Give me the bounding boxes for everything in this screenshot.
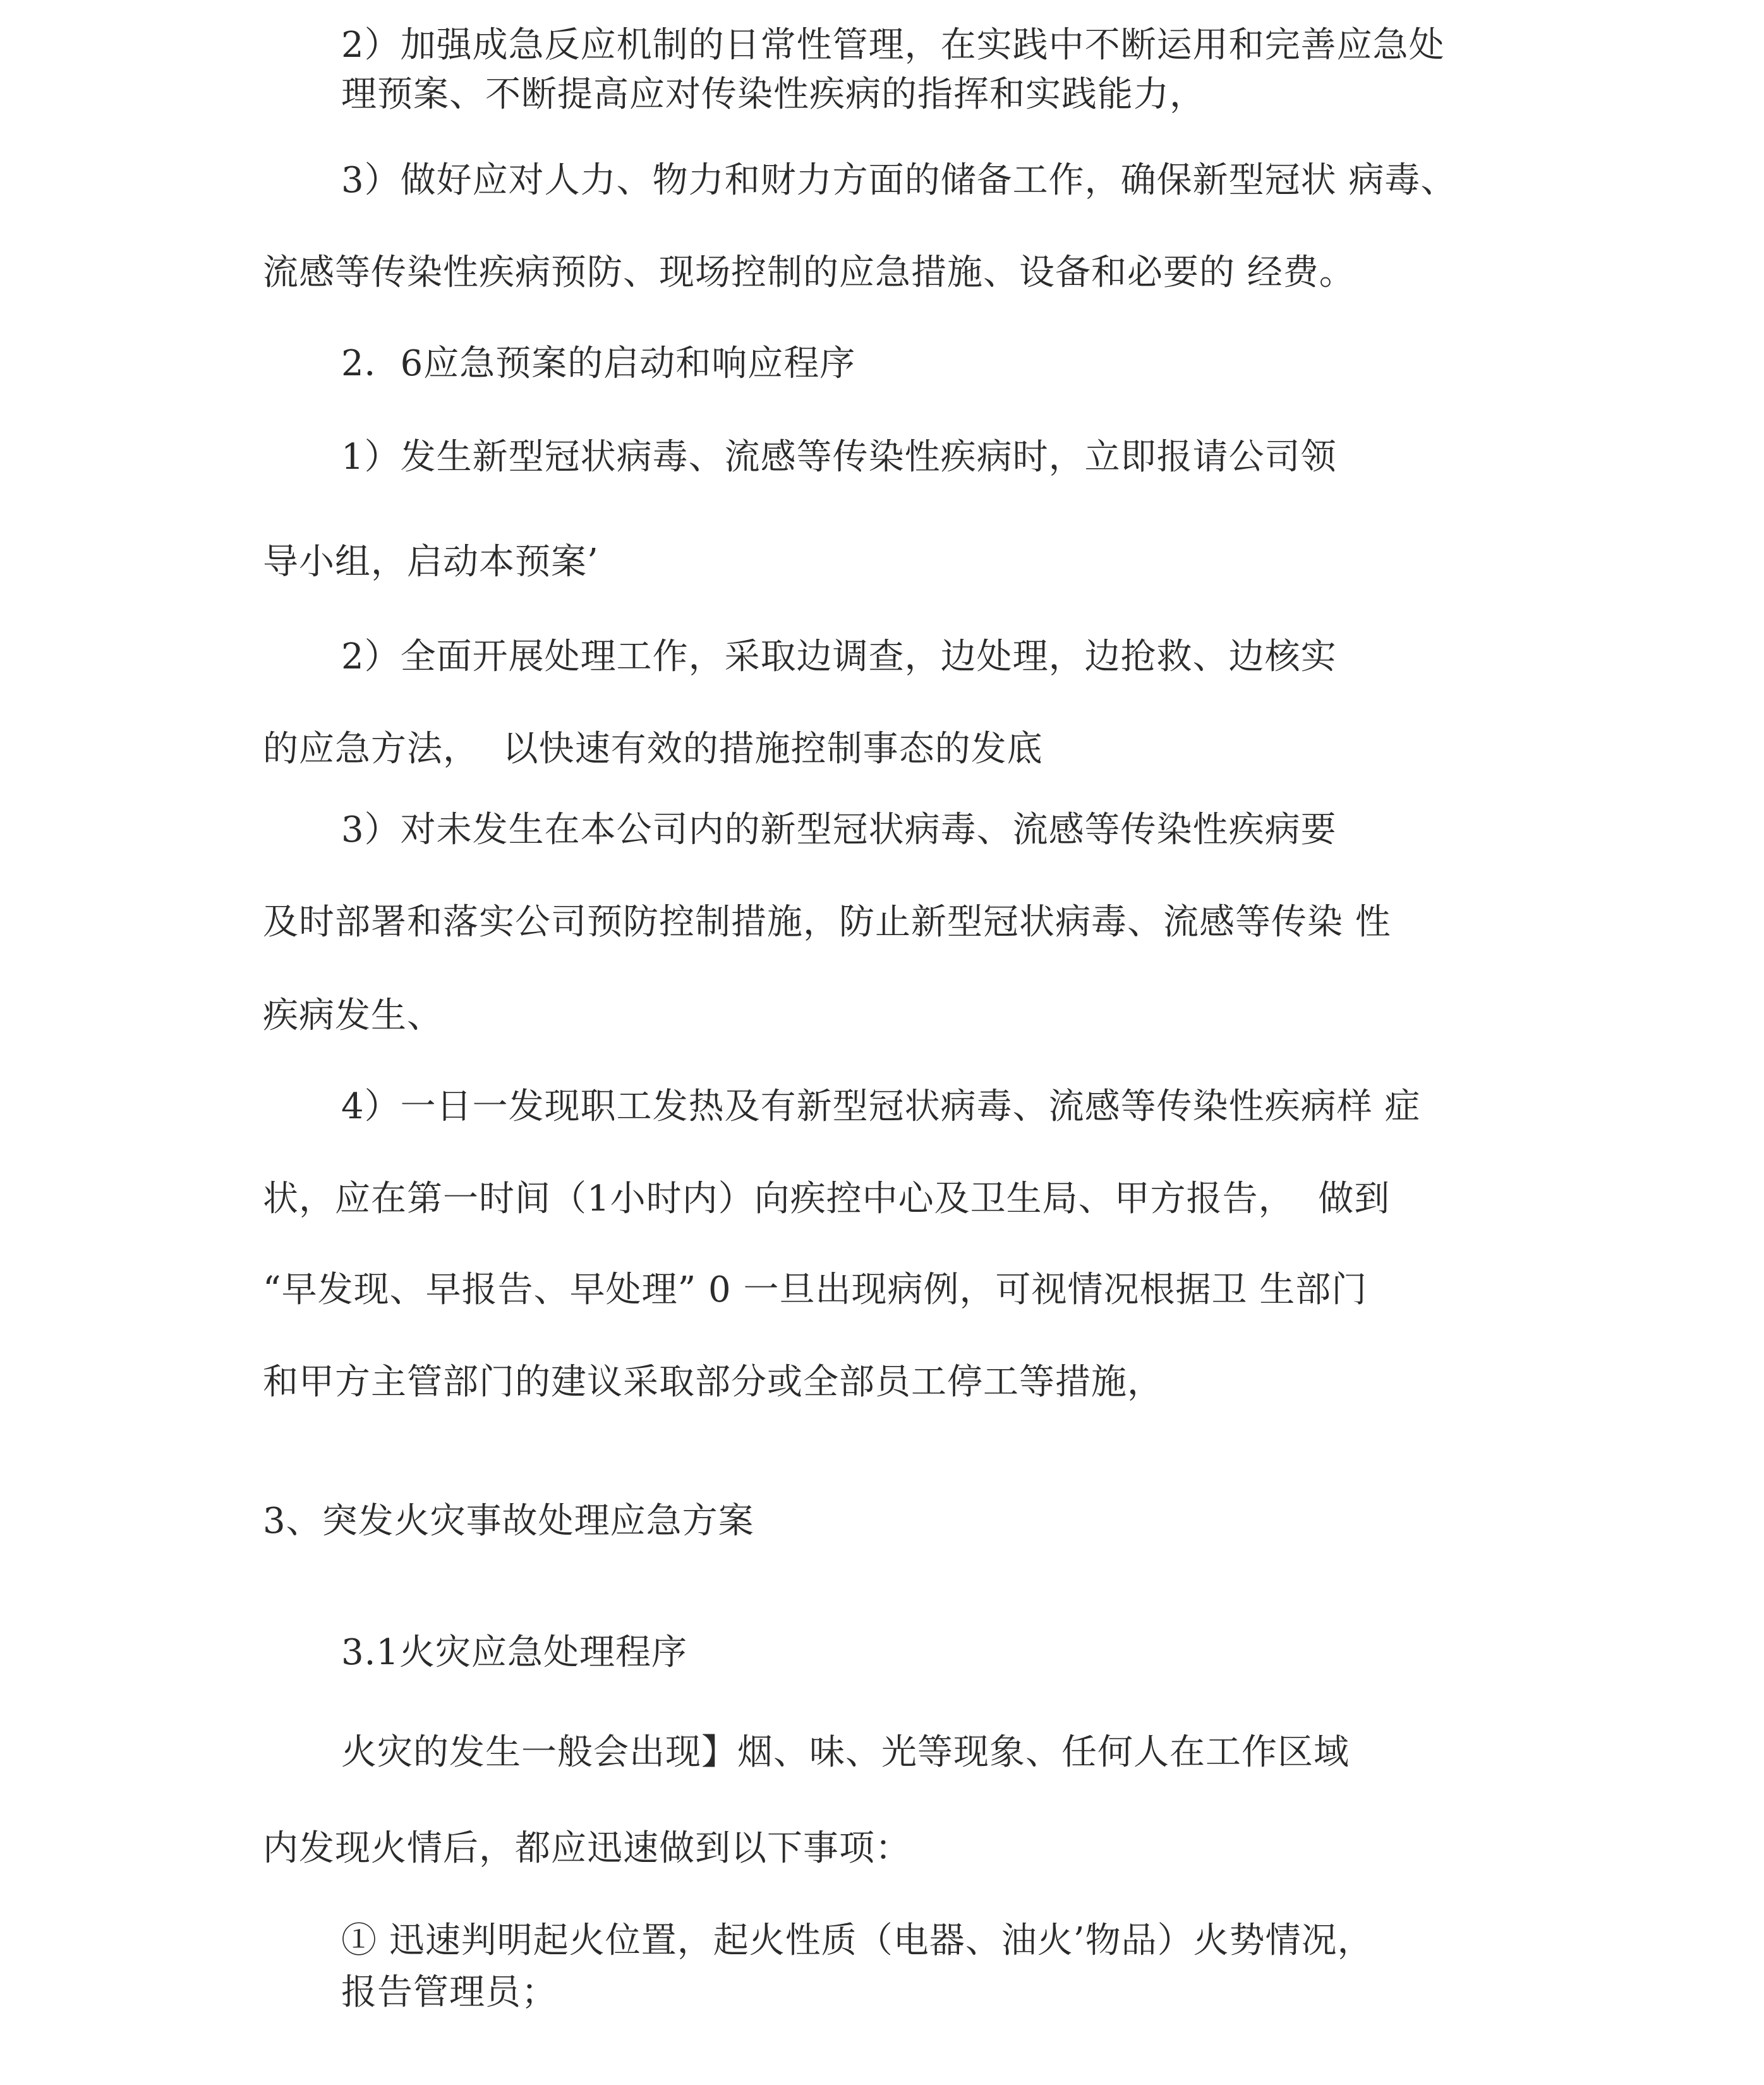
section-heading: 2．6应急预案的启动和响应程序	[341, 343, 856, 384]
subsection-heading: 3.1火灾应急处理程序	[341, 1632, 688, 1673]
paragraph-line: 内发现火情后，都应迅速做到以下事项：	[263, 1828, 911, 1869]
paragraph-line: 导小组，启动本预案’	[263, 541, 599, 583]
paragraph-line: 2）全面开展处理工作，采取边调查，边处理，边抢救、边核实	[341, 636, 1337, 677]
paragraph-line: 及时部署和落实公司预防控制措施，防止新型冠状病毒、流感等传染 性	[263, 902, 1391, 943]
list-item: ① 迅速判明起火位置，起火性质（电器、油火’物品）火势情况，	[341, 1920, 1374, 1961]
section-heading: 3、突发火灾事故处理应急方案	[263, 1501, 754, 1542]
paragraph-line: 4）一日一发现职工发热及有新型冠状病毒、流感等传染性疾病样 症	[341, 1086, 1421, 1127]
paragraph-line: 理预案、不断提高应对传染性疾病的指挥和实践能力，	[341, 74, 1205, 115]
paragraph-line: 2）加强成急反应机制的日常性管理，在实践中不断运用和完善应急处	[341, 25, 1445, 66]
list-item: 报告管理员；	[341, 1972, 557, 2013]
paragraph-line: 1）发生新型冠状病毒、流感等传染性疾病时，立即报请公司领	[341, 437, 1337, 478]
paragraph-line: 和甲方主管部门的建议采取部分或全部员工停工等措施，	[263, 1362, 1163, 1403]
paragraph-line: 状，应在第一时间（1小时内）向疾控中心及卫生局、甲方报告， 做到	[263, 1178, 1391, 1219]
paragraph-line: 3）对未发生在本公司内的新型冠状病毒、流感等传染性疾病要	[341, 809, 1337, 850]
paragraph-line: 流感等传染性疾病预防、现场控制的应急措施、设备和必要的 经费。	[263, 252, 1355, 293]
paragraph-line: 疾病发生、	[263, 995, 443, 1036]
paragraph-line: “早发现、早报告、早处理” 0 一旦出现病例，可视情况根据卫 生部门	[263, 1269, 1368, 1310]
paragraph-line: 3）做好应对人力、物力和财力方面的储备工作，确保新型冠状 病毒、	[341, 160, 1457, 201]
paragraph-line: 火灾的发生一般会出现】烟、味、光等现象、任何人在工作区域	[341, 1732, 1350, 1773]
paragraph-line: 的应急方法， 以快速有效的措施控制事态的发底	[263, 728, 1043, 770]
